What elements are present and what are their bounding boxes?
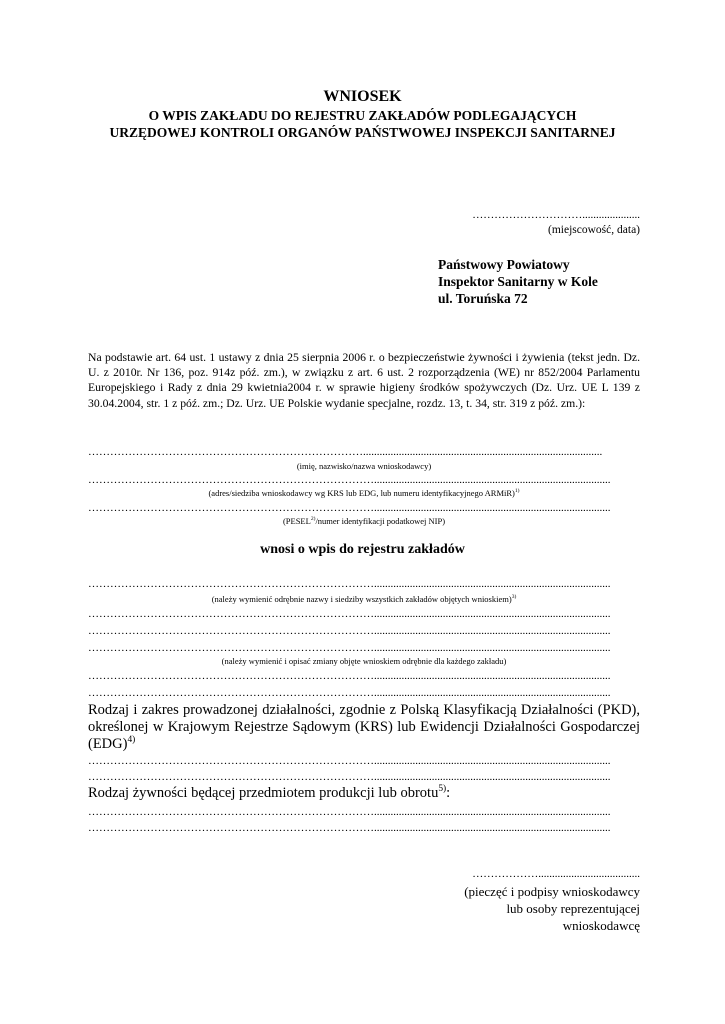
- changes-caption: (należy wymienić i opisać zmiany objęte wnioskiem odrębnie dla każdego zakładu): [221, 656, 507, 666]
- food-type-label: Rodzaj żywności będącej przedmiotem produkcji lub obrotu$^{5)}$:: [88, 784, 451, 801]
- place-date-label: (miejscowość, data): [548, 224, 640, 236]
- footnote-ref-3: 3): [511, 594, 517, 601]
- changes-dots-2[interactable]: ……………………………………………………………………......................................................................................: [88, 687, 611, 699]
- establishments-dots-4[interactable]: ……………………………………………………………………......................................................................................: [88, 642, 611, 654]
- applicant-name-dots[interactable]: ………………………………………………………………….......................................................................................: [88, 446, 603, 458]
- establishments-dots-1[interactable]: ……………………………………………………………………......................................................................................: [88, 578, 611, 590]
- signature-label-line3: wnioskodawcę: [562, 918, 640, 933]
- food-dots-2[interactable]: ……………………………………………………………………......................................................................................: [88, 822, 611, 834]
- addressee-line1: Państwowy Powiatowy: [438, 257, 570, 272]
- applicant-name-caption: (imię, nazwisko/nazwa wnioskodawcy): [296, 461, 432, 471]
- establishments-dots-2[interactable]: ……………………………………………………………………......................................................................................: [88, 608, 611, 620]
- form-title: WNIOSEK: [323, 88, 402, 105]
- applicant-pesel-caption: (PESEL$^{2)}$/numer identyfikacji podatkowej NIP): [282, 516, 446, 526]
- signature-label-line2: lub osoby reprezentującej: [506, 901, 640, 916]
- activity-dots-2[interactable]: ……………………………………………………………………......................................................................................: [88, 771, 611, 783]
- footnote-ref-1: 1): [514, 488, 520, 495]
- footnote-ref-5: 5): [438, 784, 447, 795]
- applicant-address-dots[interactable]: ……………………………………………………………………......................................................................................: [88, 474, 611, 486]
- footnote-ref-4: 4): [127, 735, 136, 746]
- section-heading: wnosi o wpis do rejestru zakładów: [260, 542, 465, 557]
- establishments-dots-3[interactable]: ……………………………………………………………………......................................................................................: [88, 625, 611, 637]
- activity-description: Rodzaj i zakres prowadzonej działalności, zgodnie z Polską Klasyfikacją Działalności (PKD), określonej w Krajowym Rejestrze Sądowym (KRS) lub Ewidencji Działalności Gospodarczej (EDG)$^{4)}$: [88, 702, 640, 752]
- food-dots-1[interactable]: ……………………………………………………………………......................................................................................: [88, 806, 611, 818]
- legal-basis-paragraph: Na podstawie art. 64 ust. 1 ustawy z dnia 25 sierpnia 2006 r. o bezpieczeństwie żywności i żywienia (tekst jedn. Dz. U. z 2010r. Nr 136, poz. 914z póź. zm.), w związku z art. 6 ust. 2 rozporządzenia (WE) nr 852/2004 Parlamentu Europejskiego i Rady z dnia 29 kwietnia2004 r. w sprawie higieny środków spożywczych (Dz. Urz. UE L 139 z 30.04.2004, str. 1 z póź. zm.; Dz. Urz. UE Polskie wydanie specjalne, rozdz. 13, t. 34, str. 319 z póź. zm.):: [88, 351, 640, 410]
- activity-dots-1[interactable]: ……………………………………………………………………......................................................................................: [88, 755, 611, 767]
- signature-label-line1: (pieczęć i podpisy wnioskodawcy: [464, 884, 640, 899]
- applicant-address-caption: (adres/siedziba wnioskodawcy wg KRS lub EDG, lub numeru identyfikacyjnego ARMiR)$^{1)}$: [208, 488, 520, 498]
- form-subtitle-line2: URZĘDOWEJ KONTROLI ORGANÓW PAŃSTWOWEJ INSPEKCJI SANITARNEJ: [109, 125, 616, 140]
- addressee-line2: Inspektor Sanitarny w Kole: [438, 274, 598, 289]
- changes-dots[interactable]: ……………………………………………………………………......................................................................................: [88, 670, 611, 682]
- applicant-pesel-dots[interactable]: ……………………………………………………………………......................................................................................: [88, 502, 611, 514]
- signature-dots[interactable]: ……………….....................................: [472, 868, 640, 880]
- establishments-caption: (należy wymienić odrębnie nazwy i siedziby wszystkich zakładów objętych wnioskiem)$^{3)}$: [211, 594, 517, 604]
- addressee-line3: ul. Toruńska 72: [438, 291, 528, 306]
- footnote-ref-2: 2): [310, 516, 316, 523]
- place-date-dots[interactable]: ………………………….....................: [472, 209, 640, 221]
- form-subtitle-line1: O WPIS ZAKŁADU DO REJESTRU ZAKŁADÓW PODLEGAJĄCYCH: [148, 108, 577, 123]
